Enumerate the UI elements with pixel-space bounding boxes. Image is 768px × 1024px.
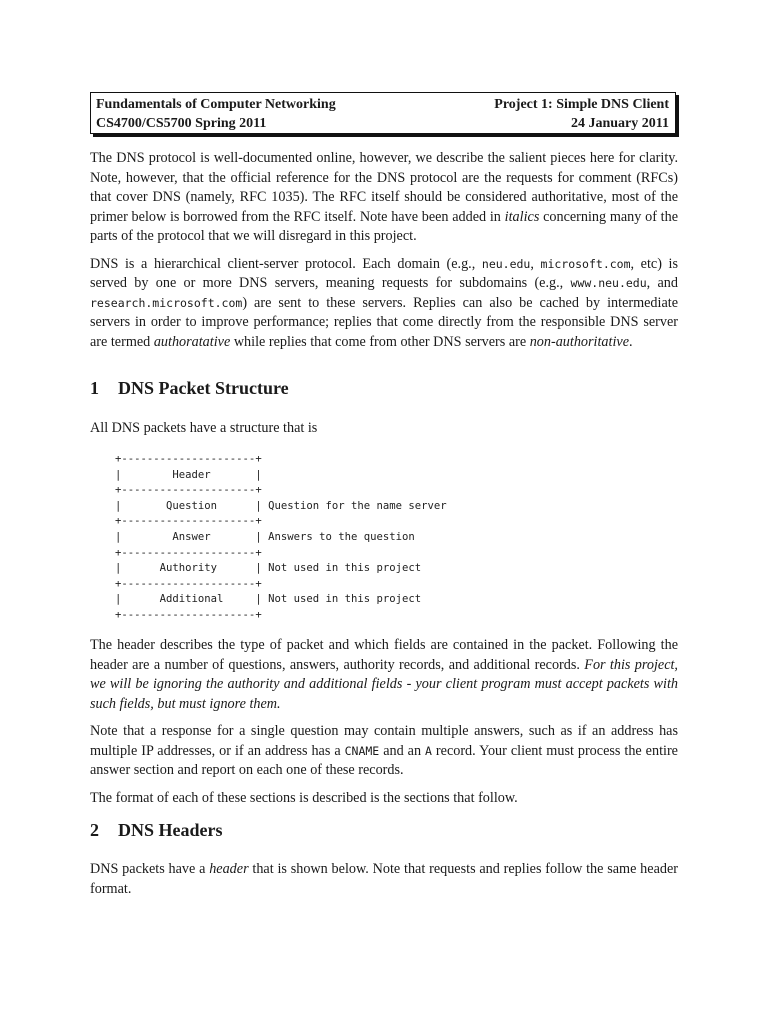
intro-paragraph-2: DNS is a hierarchical client-server protocol. Each domain (e.g., neu.edu, microsoft.com, etc) is served by one or more DNS servers, meaning requests for subdomains (e.g., www.neu.edu, and research.microsoft.com) are sent to these servers. Replies can also be cached by intermediate servers in order to improve performance; replies that come directly from the responsible DNS server are termed authoratative while replies that come from other DNS servers are non-authoritative. [90, 255, 679, 350]
section-1-heading: 1 DNS Packet Structure [90, 378, 289, 398]
course-code: CS4700/CS5700 Spring 2011 [96, 116, 267, 131]
intro-paragraph-1: The DNS protocol is well-documented online, however, we describe the salient pieces here for clarity. Note, however, that the official reference for the DNS protocol are the requests for comment (RFCs) that cover DNS (namely, RFC 1035). The RFC itself should be considered authoritative, most of the primer below is borrowed from the RFC itself. Note have been added in italics concerning many of the parts of the protocol that we will disregard in this project. [90, 150, 679, 244]
section-2-heading: 2 DNS Headers [90, 820, 223, 840]
section-1-paragraph-1: The header describes the type of packet and which fields are contained in the packet. Following the header are a number of questions, answers, authority records, and additional records. For this project, we will be ignoring the authority and additional fields - your client program must accept packets with such fields, but must ignore them. [90, 637, 678, 712]
section-2-paragraph-1: DNS packets have a header that is shown below. Note that requests and replies follow the same header format. [90, 861, 678, 897]
course-title: Fundamentals of Computer Networking [96, 97, 336, 112]
section-1-body [90, 636, 678, 816]
packet-structure-diagram: +---------------------+ | Header | +---------------------+ | Question | Question for the name server +---------------------+ | Answer | Answers to the question +---------------------+ | Authority | Not used in this project +---------------------+ | Additional | Not used in this project +---------------------+ [115, 453, 447, 621]
project-title: Project 1: Simple DNS Client [494, 97, 669, 112]
section-1-lead-text: All DNS packets have a structure that is [90, 420, 318, 436]
document-date: 24 January 2011 [570, 116, 669, 131]
section-1-lead [90, 419, 678, 447]
section-1-paragraph-2: Note that a response for a single question may contain multiple answers, such as if an address has multiple IP addresses, or if an address has a CNAME and an A record. Your client must process the entire answer section and report on each one of these records. [90, 723, 678, 778]
section-1-paragraph-3: The format of each of these sections is described is the sections that follow. [90, 789, 518, 806]
section-2-body [90, 860, 678, 907]
course-header-box [90, 92, 676, 134]
intro-section [90, 149, 678, 360]
